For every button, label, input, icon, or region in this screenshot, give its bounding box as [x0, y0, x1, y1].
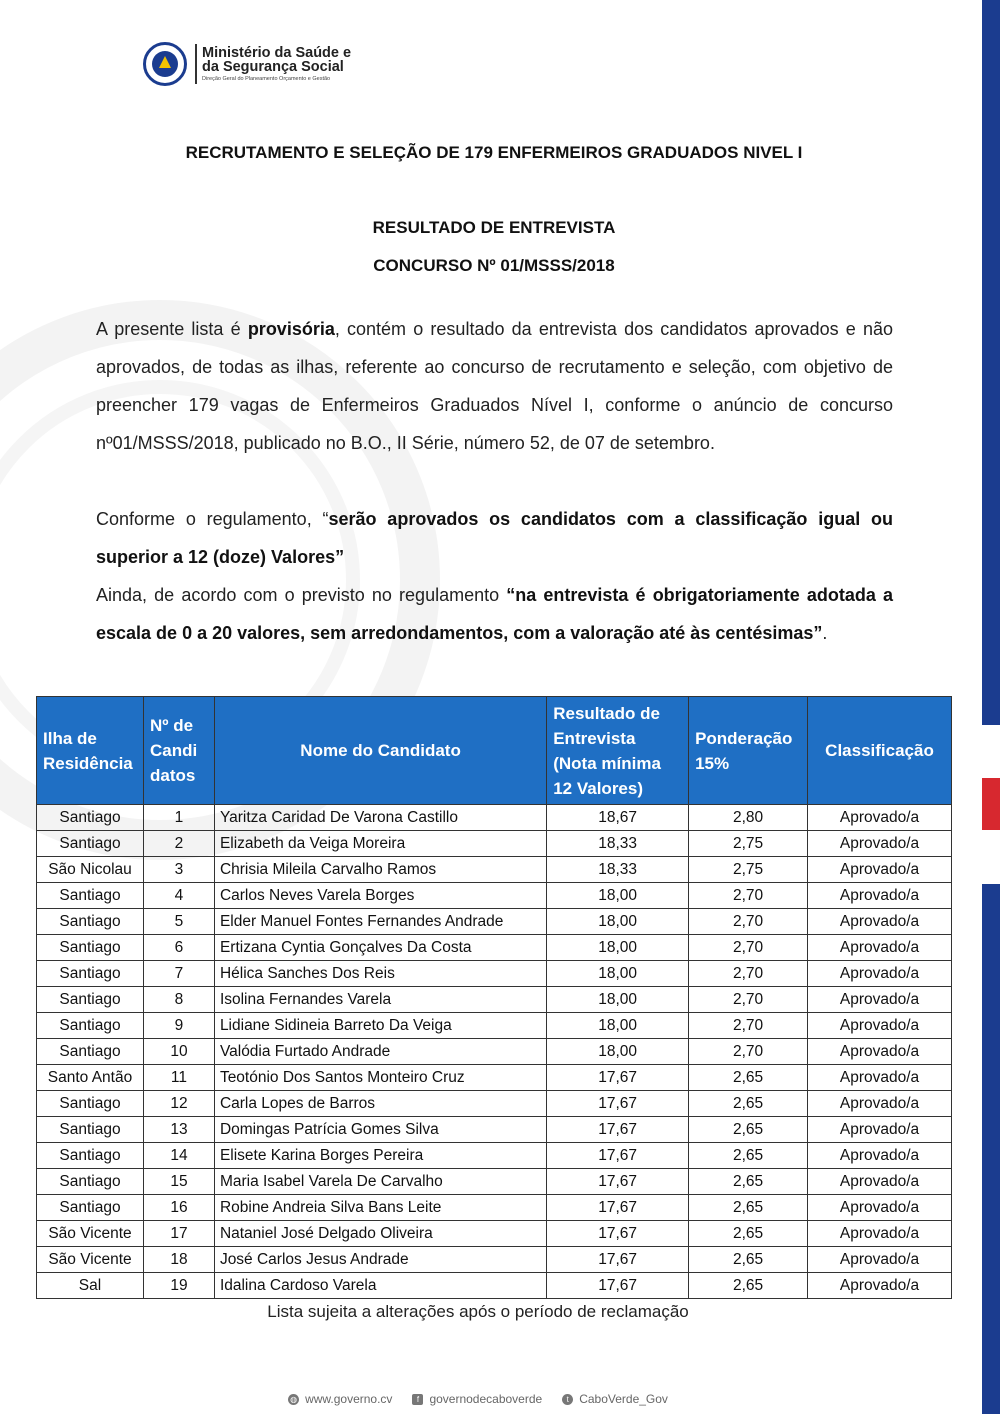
cell-num: 4	[143, 883, 214, 909]
cell-ponderacao: 2,70	[689, 883, 808, 909]
cell-num: 17	[143, 1221, 214, 1247]
twitter-icon: t	[562, 1394, 573, 1405]
cell-ponderacao: 2,70	[689, 1013, 808, 1039]
logo-line-3: Direção Geral do Planeamento Orçamento e Gestão	[202, 75, 331, 82]
cell-resultado: 17,67	[547, 1169, 689, 1195]
cell-num: 8	[143, 987, 214, 1013]
cell-classificacao: Aprovado/a	[808, 1169, 952, 1195]
logo-separator	[195, 44, 197, 84]
cell-num: 12	[143, 1091, 214, 1117]
cell-ilha: Santiago	[37, 1195, 144, 1221]
table-header-row	[37, 697, 952, 805]
regulation-paragraph: Conforme o regulamento, “serão aprovados os candidatos com a classificação igual ou superior a 12 (doze) Valores”	[96, 509, 893, 567]
cell-resultado: 17,67	[547, 1143, 689, 1169]
cell-ilha: Santiago	[37, 805, 144, 831]
cell-resultado: 17,67	[547, 1065, 689, 1091]
cell-ponderacao: 2,70	[689, 961, 808, 987]
cell-resultado: 18,00	[547, 935, 689, 961]
cell-ponderacao: 2,65	[689, 1169, 808, 1195]
cell-num: 2	[143, 831, 214, 857]
cell-num: 1	[143, 805, 214, 831]
table-row	[37, 1221, 952, 1247]
table-row	[37, 1143, 952, 1169]
cell-ponderacao: 2,65	[689, 1065, 808, 1091]
cell-resultado: 18,00	[547, 1013, 689, 1039]
cell-num: 14	[143, 1143, 214, 1169]
cell-classificacao: Aprovado/a	[808, 987, 952, 1013]
header-ilha: Ilha de Residência	[37, 697, 144, 805]
cell-resultado: 18,33	[547, 857, 689, 883]
cell-classificacao: Aprovado/a	[808, 1065, 952, 1091]
reclamation-note: Lista sujeita a alterações após o período de reclamação	[267, 1302, 689, 1321]
cell-classificacao: Aprovado/a	[808, 831, 952, 857]
cell-ilha: Sal	[37, 1273, 144, 1299]
table-row	[37, 987, 952, 1013]
table-row	[37, 1195, 952, 1221]
table-row	[37, 1273, 952, 1299]
cell-resultado: 17,67	[547, 1273, 689, 1299]
cell-classificacao: Aprovado/a	[808, 1221, 952, 1247]
cell-num: 16	[143, 1195, 214, 1221]
coat-of-arms-icon	[143, 42, 187, 86]
cell-nome: Valódia Furtado Andrade	[214, 1039, 546, 1065]
cell-ponderacao: 2,70	[689, 1039, 808, 1065]
document-subtitle-1: RESULTADO DE ENTREVISTA	[372, 218, 616, 237]
logo-line-1: Ministério da Saúde e	[202, 44, 352, 61]
table-row	[37, 857, 952, 883]
cell-ilha: Santiago	[37, 1013, 144, 1039]
globe-icon: ◍	[288, 1394, 299, 1405]
cell-ilha: São Vicente	[37, 1247, 144, 1273]
cell-resultado: 18,00	[547, 883, 689, 909]
cell-classificacao: Aprovado/a	[808, 1013, 952, 1039]
cell-resultado: 18,33	[547, 831, 689, 857]
cell-nome: Yaritza Caridad De Varona Castillo	[214, 805, 546, 831]
cell-ponderacao: 2,70	[689, 987, 808, 1013]
cell-num: 3	[143, 857, 214, 883]
document-subtitle-2: CONCURSO Nº 01/MSSS/2018	[373, 256, 615, 275]
cell-ponderacao: 2,70	[689, 935, 808, 961]
cell-classificacao: Aprovado/a	[808, 857, 952, 883]
cell-num: 6	[143, 935, 214, 961]
cell-num: 19	[143, 1273, 214, 1299]
table-row	[37, 1039, 952, 1065]
cell-ilha: Santiago	[37, 961, 144, 987]
table-row	[37, 1091, 952, 1117]
side-bar-blue-top	[982, 0, 1000, 725]
footer	[0, 1392, 956, 1406]
intro-paragraph: A presente lista é provisória, contém o resultado da entrevista dos candidatos aprovados e não aprovados, de todas as ilhas, referente ao concurso de recrutamento e seleção, com objetivo de preencher 179 vagas de Enfermeiros Graduados Nível I, conforme o anúncio de concurso nº01/MSSS/2018, publicado no B.O., II Série, número 52, de 07 de setembro.	[96, 319, 893, 453]
cell-classificacao: Aprovado/a	[808, 1195, 952, 1221]
header-resultado: Resultado de Entrevista (Nota mínima 12 Valores)	[547, 697, 689, 805]
cell-nome: Elisete Karina Borges Pereira	[214, 1143, 546, 1169]
cell-ilha: Santo Antão	[37, 1065, 144, 1091]
cell-nome: Nataniel José Delgado Oliveira	[214, 1221, 546, 1247]
cell-ponderacao: 2,65	[689, 1221, 808, 1247]
cell-num: 11	[143, 1065, 214, 1091]
cell-resultado: 17,67	[547, 1091, 689, 1117]
table-row	[37, 831, 952, 857]
cell-ilha: Santiago	[37, 987, 144, 1013]
footer-website[interactable]: www.governo.cv	[305, 1392, 393, 1406]
cell-resultado: 17,67	[547, 1247, 689, 1273]
table-row	[37, 961, 952, 987]
cell-resultado: 18,00	[547, 961, 689, 987]
cell-ilha: Santiago	[37, 1143, 144, 1169]
table-row	[37, 1065, 952, 1091]
cell-ponderacao: 2,80	[689, 805, 808, 831]
cell-ponderacao: 2,75	[689, 831, 808, 857]
cell-nome: Idalina Cardoso Varela	[214, 1273, 546, 1299]
cell-nome: Ertizana Cyntia Gonçalves Da Costa	[214, 935, 546, 961]
table-row	[37, 883, 952, 909]
header-nome: Nome do Candidato	[214, 697, 546, 805]
header-ponderacao: Ponderação 15%	[689, 697, 808, 805]
cell-ilha: Santiago	[37, 1117, 144, 1143]
cell-ilha: Santiago	[37, 1039, 144, 1065]
cell-num: 7	[143, 961, 214, 987]
cell-classificacao: Aprovado/a	[808, 1117, 952, 1143]
logo-line-2: da Segurança Social	[202, 59, 344, 76]
table-row	[37, 1013, 952, 1039]
cell-num: 5	[143, 909, 214, 935]
side-bar-red	[982, 778, 1000, 830]
cell-ilha: Santiago	[37, 883, 144, 909]
cell-ilha: Santiago	[37, 909, 144, 935]
facebook-icon: f	[412, 1394, 423, 1405]
cell-resultado: 18,00	[547, 987, 689, 1013]
cell-resultado: 17,67	[547, 1117, 689, 1143]
cell-nome: Maria Isabel Varela De Carvalho	[214, 1169, 546, 1195]
cell-resultado: 17,67	[547, 1195, 689, 1221]
cell-ilha: São Nicolau	[37, 857, 144, 883]
cell-ilha: Santiago	[37, 1091, 144, 1117]
cell-nome: Lidiane Sidineia Barreto Da Veiga	[214, 1013, 546, 1039]
cell-ponderacao: 2,65	[689, 1091, 808, 1117]
cell-classificacao: Aprovado/a	[808, 1247, 952, 1273]
cell-nome: Isolina Fernandes Varela	[214, 987, 546, 1013]
table-row	[37, 1169, 952, 1195]
side-bar-blue-bottom	[982, 884, 1000, 1414]
cell-classificacao: Aprovado/a	[808, 1273, 952, 1299]
cell-ponderacao: 2,65	[689, 1195, 808, 1221]
cell-num: 15	[143, 1169, 214, 1195]
cell-resultado: 17,67	[547, 1221, 689, 1247]
header-num: Nº de Candi datos	[143, 697, 214, 805]
cell-resultado: 18,00	[547, 909, 689, 935]
cell-classificacao: Aprovado/a	[808, 909, 952, 935]
table-row	[37, 909, 952, 935]
cell-nome: Carlos Neves Varela Borges	[214, 883, 546, 909]
cell-ponderacao: 2,65	[689, 1273, 808, 1299]
cell-ponderacao: 2,65	[689, 1247, 808, 1273]
cell-nome: Domingas Patrícia Gomes Silva	[214, 1117, 546, 1143]
cell-classificacao: Aprovado/a	[808, 961, 952, 987]
cell-ilha: Santiago	[37, 935, 144, 961]
cell-ilha: Santiago	[37, 1169, 144, 1195]
cell-ponderacao: 2,75	[689, 857, 808, 883]
cell-classificacao: Aprovado/a	[808, 935, 952, 961]
cell-nome: Elizabeth da Veiga Moreira	[214, 831, 546, 857]
cell-nome: Robine Andreia Silva Bans Leite	[214, 1195, 546, 1221]
table-row	[37, 805, 952, 831]
footer-twitter[interactable]: CaboVerde_Gov	[579, 1392, 668, 1406]
cell-classificacao: Aprovado/a	[808, 1143, 952, 1169]
cell-nome: Teotónio Dos Santos Monteiro Cruz	[214, 1065, 546, 1091]
cell-ponderacao: 2,65	[689, 1143, 808, 1169]
cell-ponderacao: 2,65	[689, 1117, 808, 1143]
cell-nome: Chrisia Mileila Carvalho Ramos	[214, 857, 546, 883]
table-row	[37, 935, 952, 961]
cell-classificacao: Aprovado/a	[808, 883, 952, 909]
cell-ponderacao: 2,70	[689, 909, 808, 935]
table-row	[37, 1117, 952, 1143]
cell-nome: Hélica Sanches Dos Reis	[214, 961, 546, 987]
scale-paragraph: Ainda, de acordo com o previsto no regulamento “na entrevista é obrigatoriamente adotada a escala de 0 a 20 valores, sem arredondamentos, com a valoração até às centésimas”.	[96, 585, 893, 643]
cell-resultado: 18,00	[547, 1039, 689, 1065]
cell-num: 9	[143, 1013, 214, 1039]
cell-num: 13	[143, 1117, 214, 1143]
cell-classificacao: Aprovado/a	[808, 805, 952, 831]
cell-classificacao: Aprovado/a	[808, 1039, 952, 1065]
results-table	[36, 696, 952, 1299]
document-title: RECRUTAMENTO E SELEÇÃO DE 179 ENFERMEIROS GRADUADOS NIVEL I	[185, 143, 803, 162]
header-classificacao: Classificação	[808, 697, 952, 805]
cell-resultado: 18,67	[547, 805, 689, 831]
cell-nome: José Carlos Jesus Andrade	[214, 1247, 546, 1273]
table-row	[37, 1247, 952, 1273]
cell-ilha: São Vicente	[37, 1221, 144, 1247]
cell-classificacao: Aprovado/a	[808, 1091, 952, 1117]
cell-ilha: Santiago	[37, 831, 144, 857]
cell-num: 10	[143, 1039, 214, 1065]
cell-nome: Carla Lopes de Barros	[214, 1091, 546, 1117]
cell-nome: Elder Manuel Fontes Fernandes Andrade	[214, 909, 546, 935]
footer-facebook[interactable]: governodecaboverde	[429, 1392, 543, 1406]
ministry-logo	[143, 42, 351, 86]
cell-num: 18	[143, 1247, 214, 1273]
